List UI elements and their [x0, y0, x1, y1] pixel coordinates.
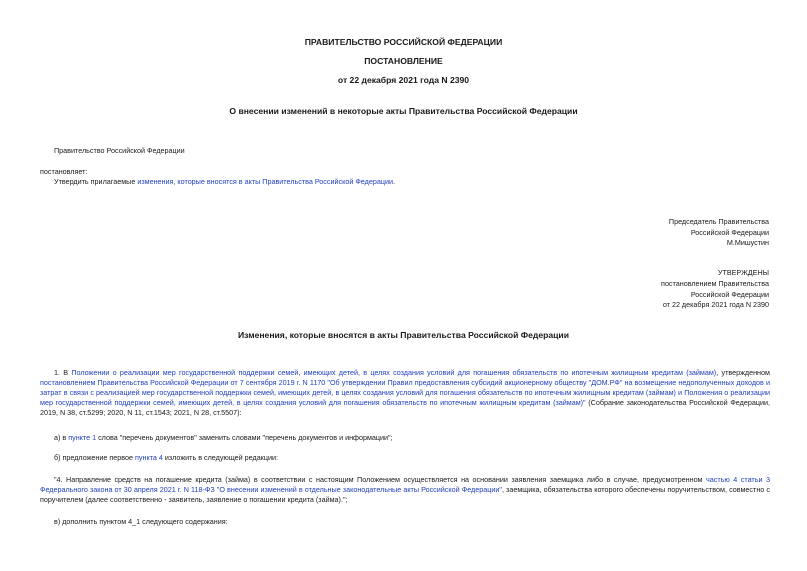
signature-position-1: Председатель Правительства: [668, 217, 769, 226]
changes-title: Изменения, которые вносятся в акты Правительства Российской Федерации: [237, 330, 569, 340]
approval-line-1: УТВЕРЖДЕНЫ: [717, 268, 769, 277]
signature-name: М.Мишустин: [726, 238, 769, 247]
approved-changes-link[interactable]: изменения, которые вносятся в акты Правительства Российской Федерации: [137, 177, 393, 186]
quote-4-middle: , заемщика, обязательства которого обеспечены поручительством, совместно: [501, 485, 765, 494]
clause-1-link[interactable]: пункте 1: [68, 433, 97, 442]
preamble-decides: постановляет:: [40, 167, 88, 176]
document-date-number: от 22 декабря 2021 года N 2390: [337, 75, 470, 85]
item-1-suffix: , утвержденном: [716, 368, 770, 377]
government-decree-link[interactable]: постановлением Правительства Российской Федерации от 7 сентября 2019 г. N 1170 "Об утверждении Правил предоставления субсидий акционерному обществу "ДОМ.РФ" на возмещение недополученных доходов и затрат в связи с реализацией мер государственной поддержки семей, имеющих детей, в целях создания условий для погашения обязательств по ипотечным жилищным кредитам (займам) и Положения о реализации мер государственной поддержки семей, имеющих детей, в целях создания условий для погашения обязательств по ипотечным жилищным кредитам (займам)": [40, 378, 770, 407]
approval-line-4: от 22 декабря 2021 года N 2390: [662, 300, 769, 309]
approve-paragraph: [54, 177, 395, 187]
federal-law-link[interactable]: Федерального закона от 30 апреля 2021 г. N 118-ФЗ "О внесении изменений в отдельные законодательные акты Российской Федерации": [40, 485, 502, 494]
preamble-subject: Правительство Российской Федерации: [54, 146, 185, 155]
sub-item-c: в) дополнить пунктом 4_1 следующего содержания:: [54, 517, 228, 526]
regulation-link[interactable]: Положении о реализации мер государственной поддержки семей, имеющих детей, в целях создания условий для погашения обязательств по ипотечным жилищным кредитам (займам): [71, 368, 717, 377]
sub-item-a-prefix: а) в: [54, 433, 69, 442]
document-type: ПОСТАНОВЛЕНИЕ: [364, 56, 443, 66]
quote-4-tail: с поручителем (далее соответственно - заявитель, заявление о погашении кредита (займа).";: [40, 485, 771, 504]
quote-4-prefix: "4. Направление средств на погашение кредита (займа) в соответствии с настоящим Положением осуществляется на основании заявления заемщика либо в случае, предусмотренном: [54, 475, 707, 484]
clause-4-link[interactable]: пункта 4: [135, 453, 163, 462]
sub-item-b-prefix: б) предложение первое: [54, 453, 136, 462]
sub-item-a: [54, 433, 393, 443]
document-title: О внесении изменений в некоторые акты Правительства Российской Федерации: [229, 106, 578, 116]
sub-item-a-suffix: слова "перечень документов" заменить словами "перечень документов и информации";: [96, 433, 393, 442]
approve-suffix: .: [392, 177, 395, 186]
article-3-part-4-link[interactable]: частью 4 статьи 3: [706, 475, 770, 484]
issuing-authority: ПРАВИТЕЛЬСТВО РОССИЙСКОЙ ФЕДЕРАЦИИ: [304, 37, 503, 47]
sub-item-b-suffix: изложить в следующей редакции:: [162, 453, 278, 462]
item-1-source-prefix: (Собрание законодательства Российской Федерации,: [585, 398, 770, 407]
signature-position-2: Российской Федерации: [690, 228, 769, 237]
approve-prefix: Утвердить прилагаемые: [54, 177, 138, 186]
approval-line-2: постановлением Правительства: [661, 279, 769, 288]
sub-item-b: [54, 453, 278, 463]
item-1-source-tail: 2019, N 38, ст.5299; 2020, N 11, ст.1543; 2021, N 28, ст.5507):: [40, 408, 242, 417]
item-1-paragraph: [40, 368, 770, 418]
approval-line-3: Российской Федерации: [690, 290, 769, 299]
item-1-prefix: 1. В: [54, 368, 72, 377]
quoted-clause-4: [40, 475, 770, 505]
